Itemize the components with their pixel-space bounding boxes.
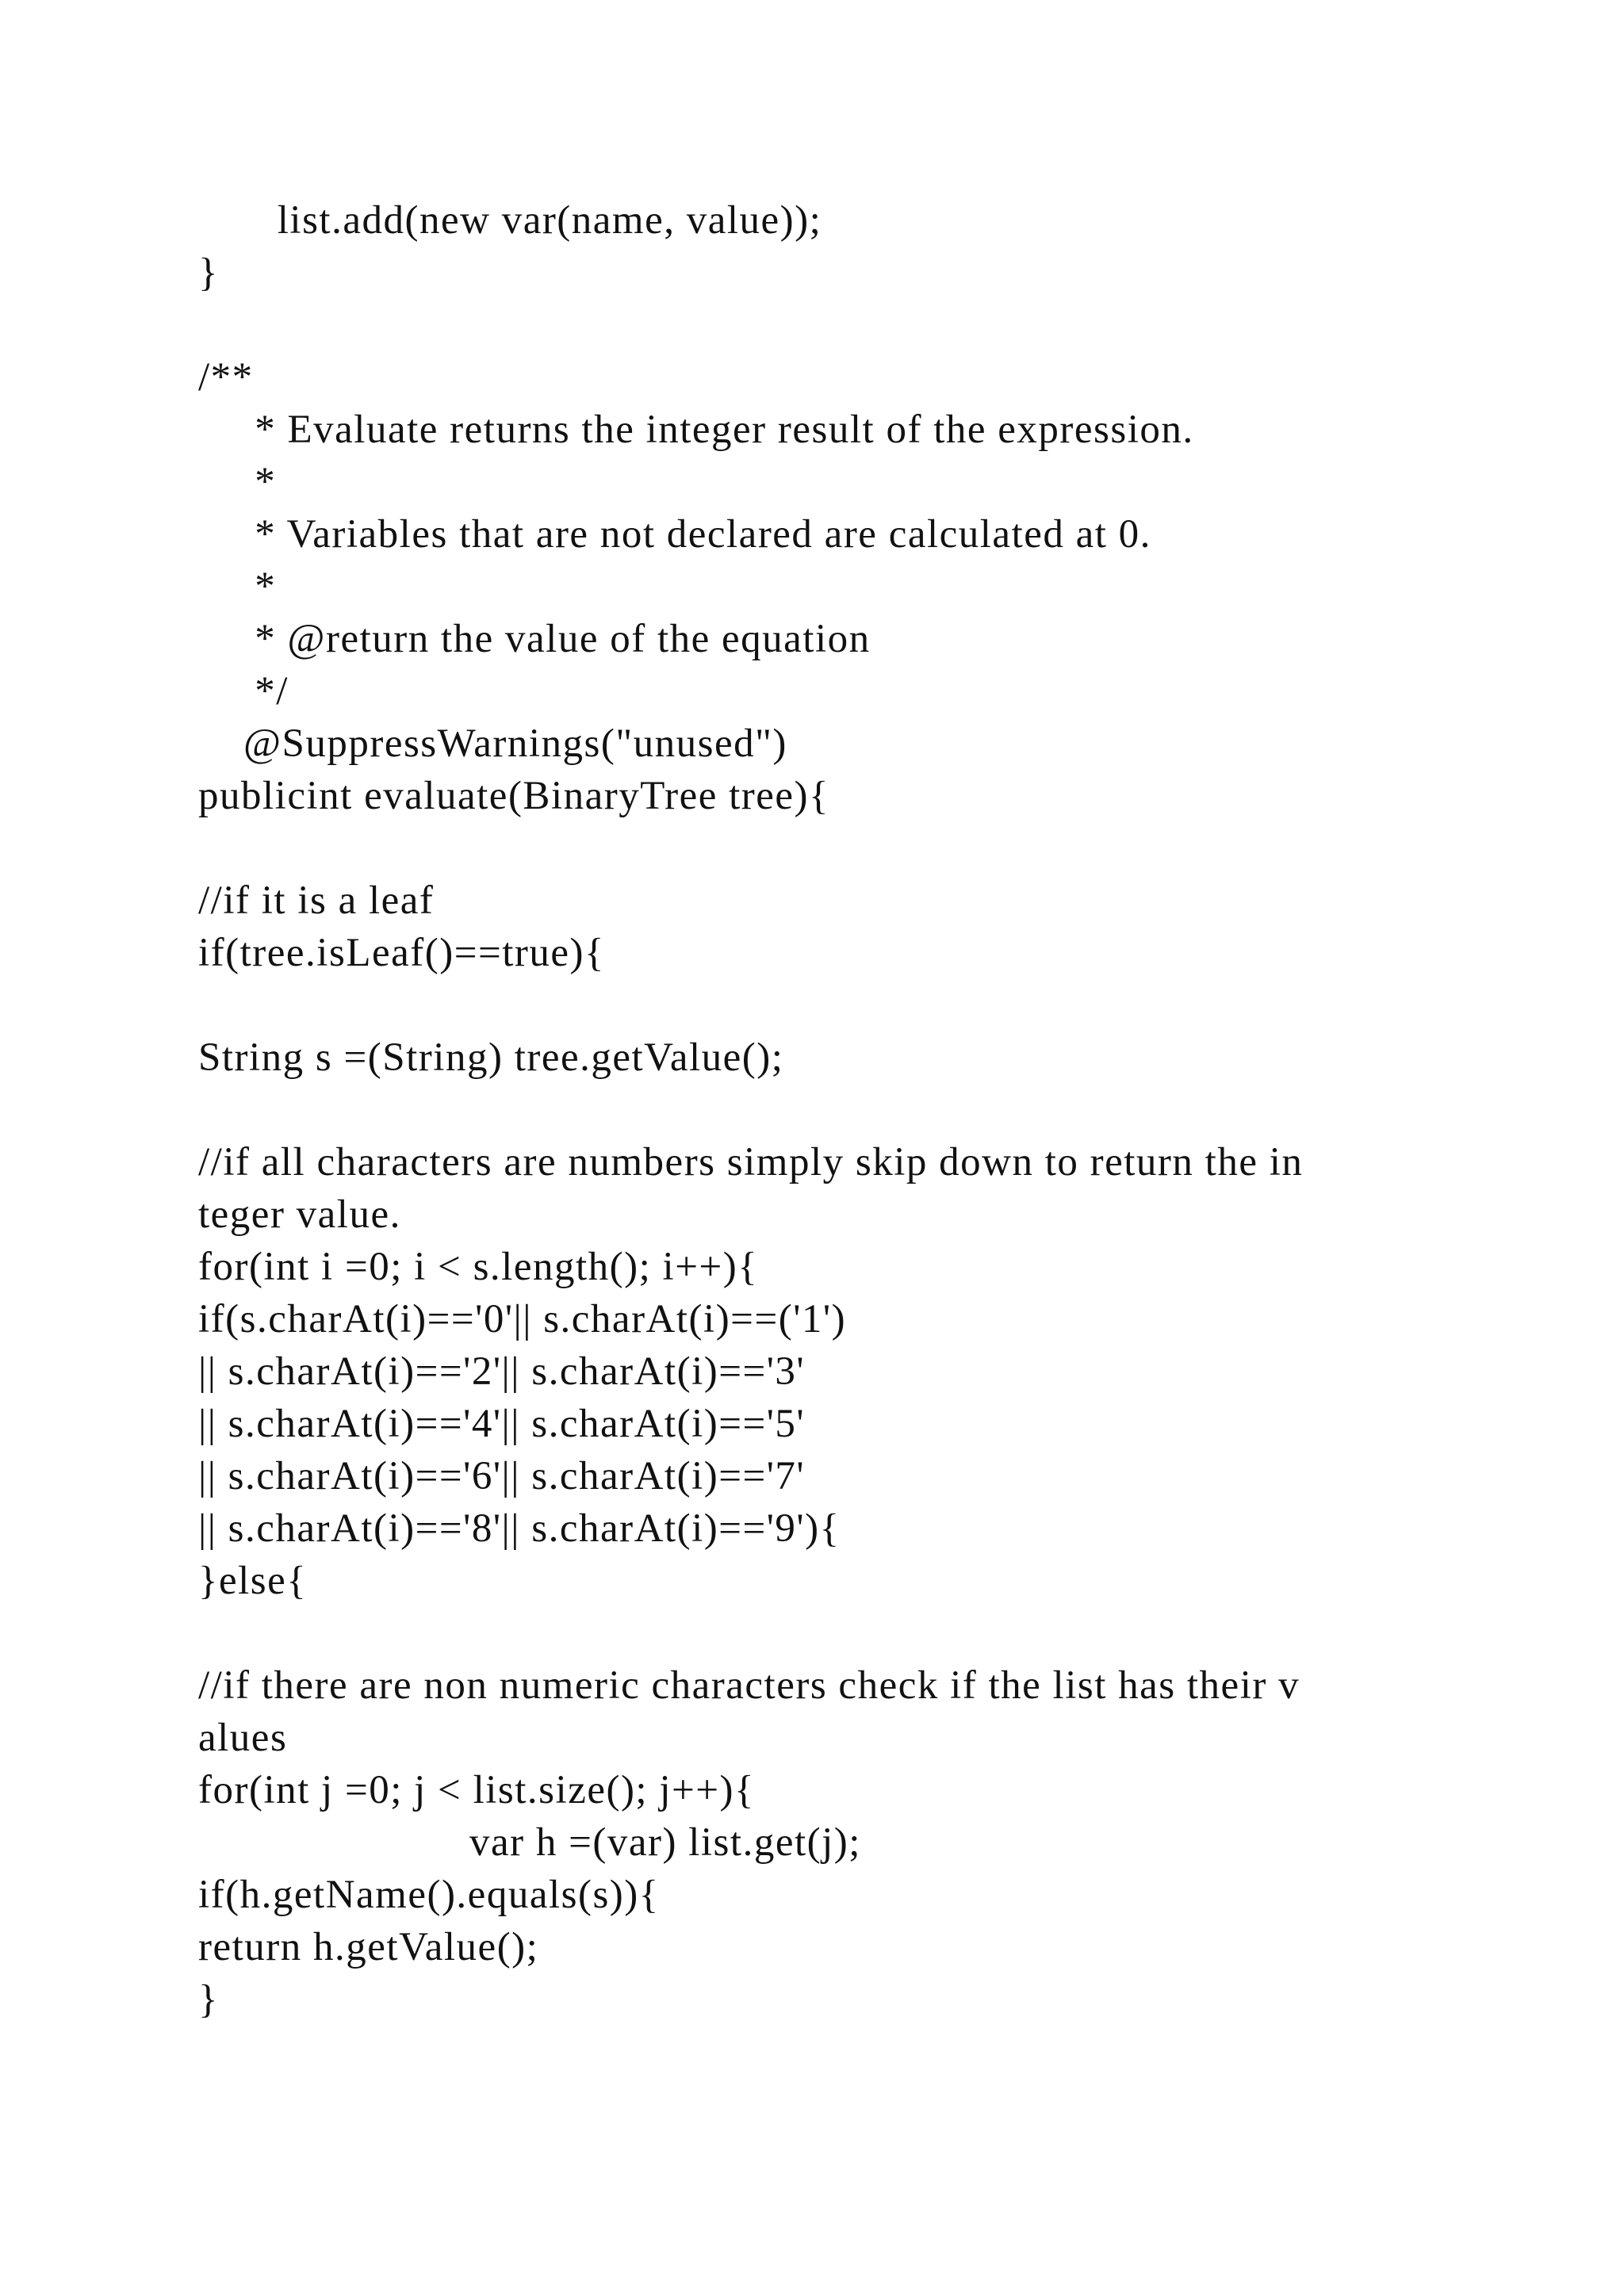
code-line-2: } — [198, 251, 219, 295]
code-line-7: * Variables that are not declared are calculated at 0. — [198, 512, 1151, 557]
code-line-27: }else{ — [198, 1559, 308, 1603]
code-line-30: alues — [198, 1716, 288, 1760]
code-line-5: * Evaluate returns the integer result of the expression. — [198, 408, 1194, 452]
code-line-14: //if it is a leaf — [198, 878, 435, 923]
code-line-25: || s.charAt(i)=='6'|| s.charAt(i)=='7' — [198, 1454, 806, 1498]
code-line-11: @SuppressWarnings("unused") — [198, 721, 787, 766]
code-line-13 — [198, 822, 1546, 874]
code-line-23: || s.charAt(i)=='2'|| s.charAt(i)=='3' — [198, 1349, 806, 1394]
code-line-22: if(s.charAt(i)=='0'|| s.charAt(i)==('1') — [198, 1297, 847, 1341]
code-line-6: * — [198, 460, 277, 504]
code-line-20: teger value. — [198, 1192, 401, 1237]
code-line-4: /** — [198, 355, 254, 400]
code-line-8: * — [198, 564, 277, 609]
code-line-33: if(h.getName().equals(s)){ — [198, 1873, 660, 1917]
code-line-10: */ — [198, 669, 289, 714]
code-line-3 — [198, 299, 1546, 351]
code-line-9: * @return the value of the equation — [198, 617, 871, 661]
code-line-17: String s =(String) tree.getValue(); — [198, 1035, 784, 1080]
code-line-28 — [198, 1607, 1546, 1659]
code-line-18 — [198, 1084, 1546, 1136]
code-line-16 — [198, 979, 1546, 1031]
code-line-26: || s.charAt(i)=='8'|| s.charAt(i)=='9'){ — [198, 1506, 841, 1551]
code-line-12: publicint evaluate(BinaryTree tree){ — [198, 774, 829, 818]
code-line-31: for(int j =0; j < list.size(); j++){ — [198, 1768, 756, 1812]
code-line-15: if(tree.isLeaf()==true){ — [198, 931, 605, 975]
code-line-24: || s.charAt(i)=='4'|| s.charAt(i)=='5' — [198, 1402, 806, 1446]
code-line-34: return h.getValue(); — [198, 1925, 539, 1969]
code-line-1: list.add(new var(name, value)); — [198, 198, 822, 243]
code-line-32: var h =(var) list.get(j); — [198, 1820, 861, 1865]
code-listing — [198, 194, 1546, 2026]
code-line-19: //if all characters are numbers simply skip down to return the in — [198, 1140, 1304, 1184]
code-line-29: //if there are non numeric characters check if the list has their v — [198, 1663, 1300, 1708]
code-line-35: } — [198, 1977, 219, 2022]
code-line-21: for(int i =0; i < s.length(); i++){ — [198, 1245, 759, 1289]
